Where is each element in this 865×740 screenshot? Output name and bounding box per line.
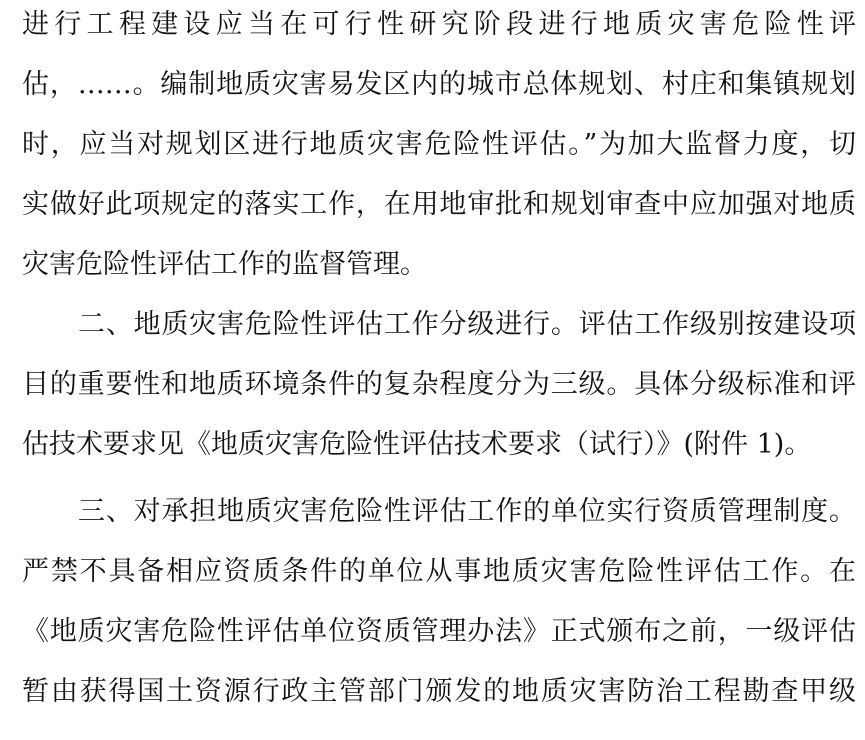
text-line-4: 实做好此项规定的落实工作，在用地审批和规划审查中应加强对地质 xyxy=(22,189,856,220)
text-line-6: 二、地质灾害危险性评估工作分级进行。评估工作级别按建设项 xyxy=(78,309,856,340)
text-line-2: 估，……。编制地质灾害易发区内的城市总体规划、村庄和集镇规划 xyxy=(22,69,856,100)
text-line-12: 暂由获得国土资源行政主管部门颁发的地质灾害防治工程勘查甲级 xyxy=(22,676,856,707)
text-line-7: 目的重要性和地质环境条件的复杂程度分为三级。具体分级标准和评 xyxy=(22,369,856,400)
text-line-5: 灾害危险性评估工作的监督管理。 xyxy=(22,249,427,280)
text-line-9: 三、对承担地质灾害危险性评估工作的单位实行资质管理制度。 xyxy=(78,496,856,527)
text-line-3: 时，应当对规划区进行地质灾害危险性评估。”为加大监督力度，切 xyxy=(22,129,856,160)
text-line-10: 严禁不具备相应资质条件的单位从事地质灾害危险性评估工作。在 xyxy=(22,556,856,587)
text-line-1: 进行工程建设应当在可行性研究阶段进行地质灾害危险性评 xyxy=(22,9,856,40)
text-line-11: 《地质灾害危险性评估单位资质管理办法》正式颁布之前，一级评估 xyxy=(22,616,856,647)
text-line-8: 估技术要求见《地质灾害危险性评估技术要求（试行）》(附件 1)。 xyxy=(22,429,812,460)
